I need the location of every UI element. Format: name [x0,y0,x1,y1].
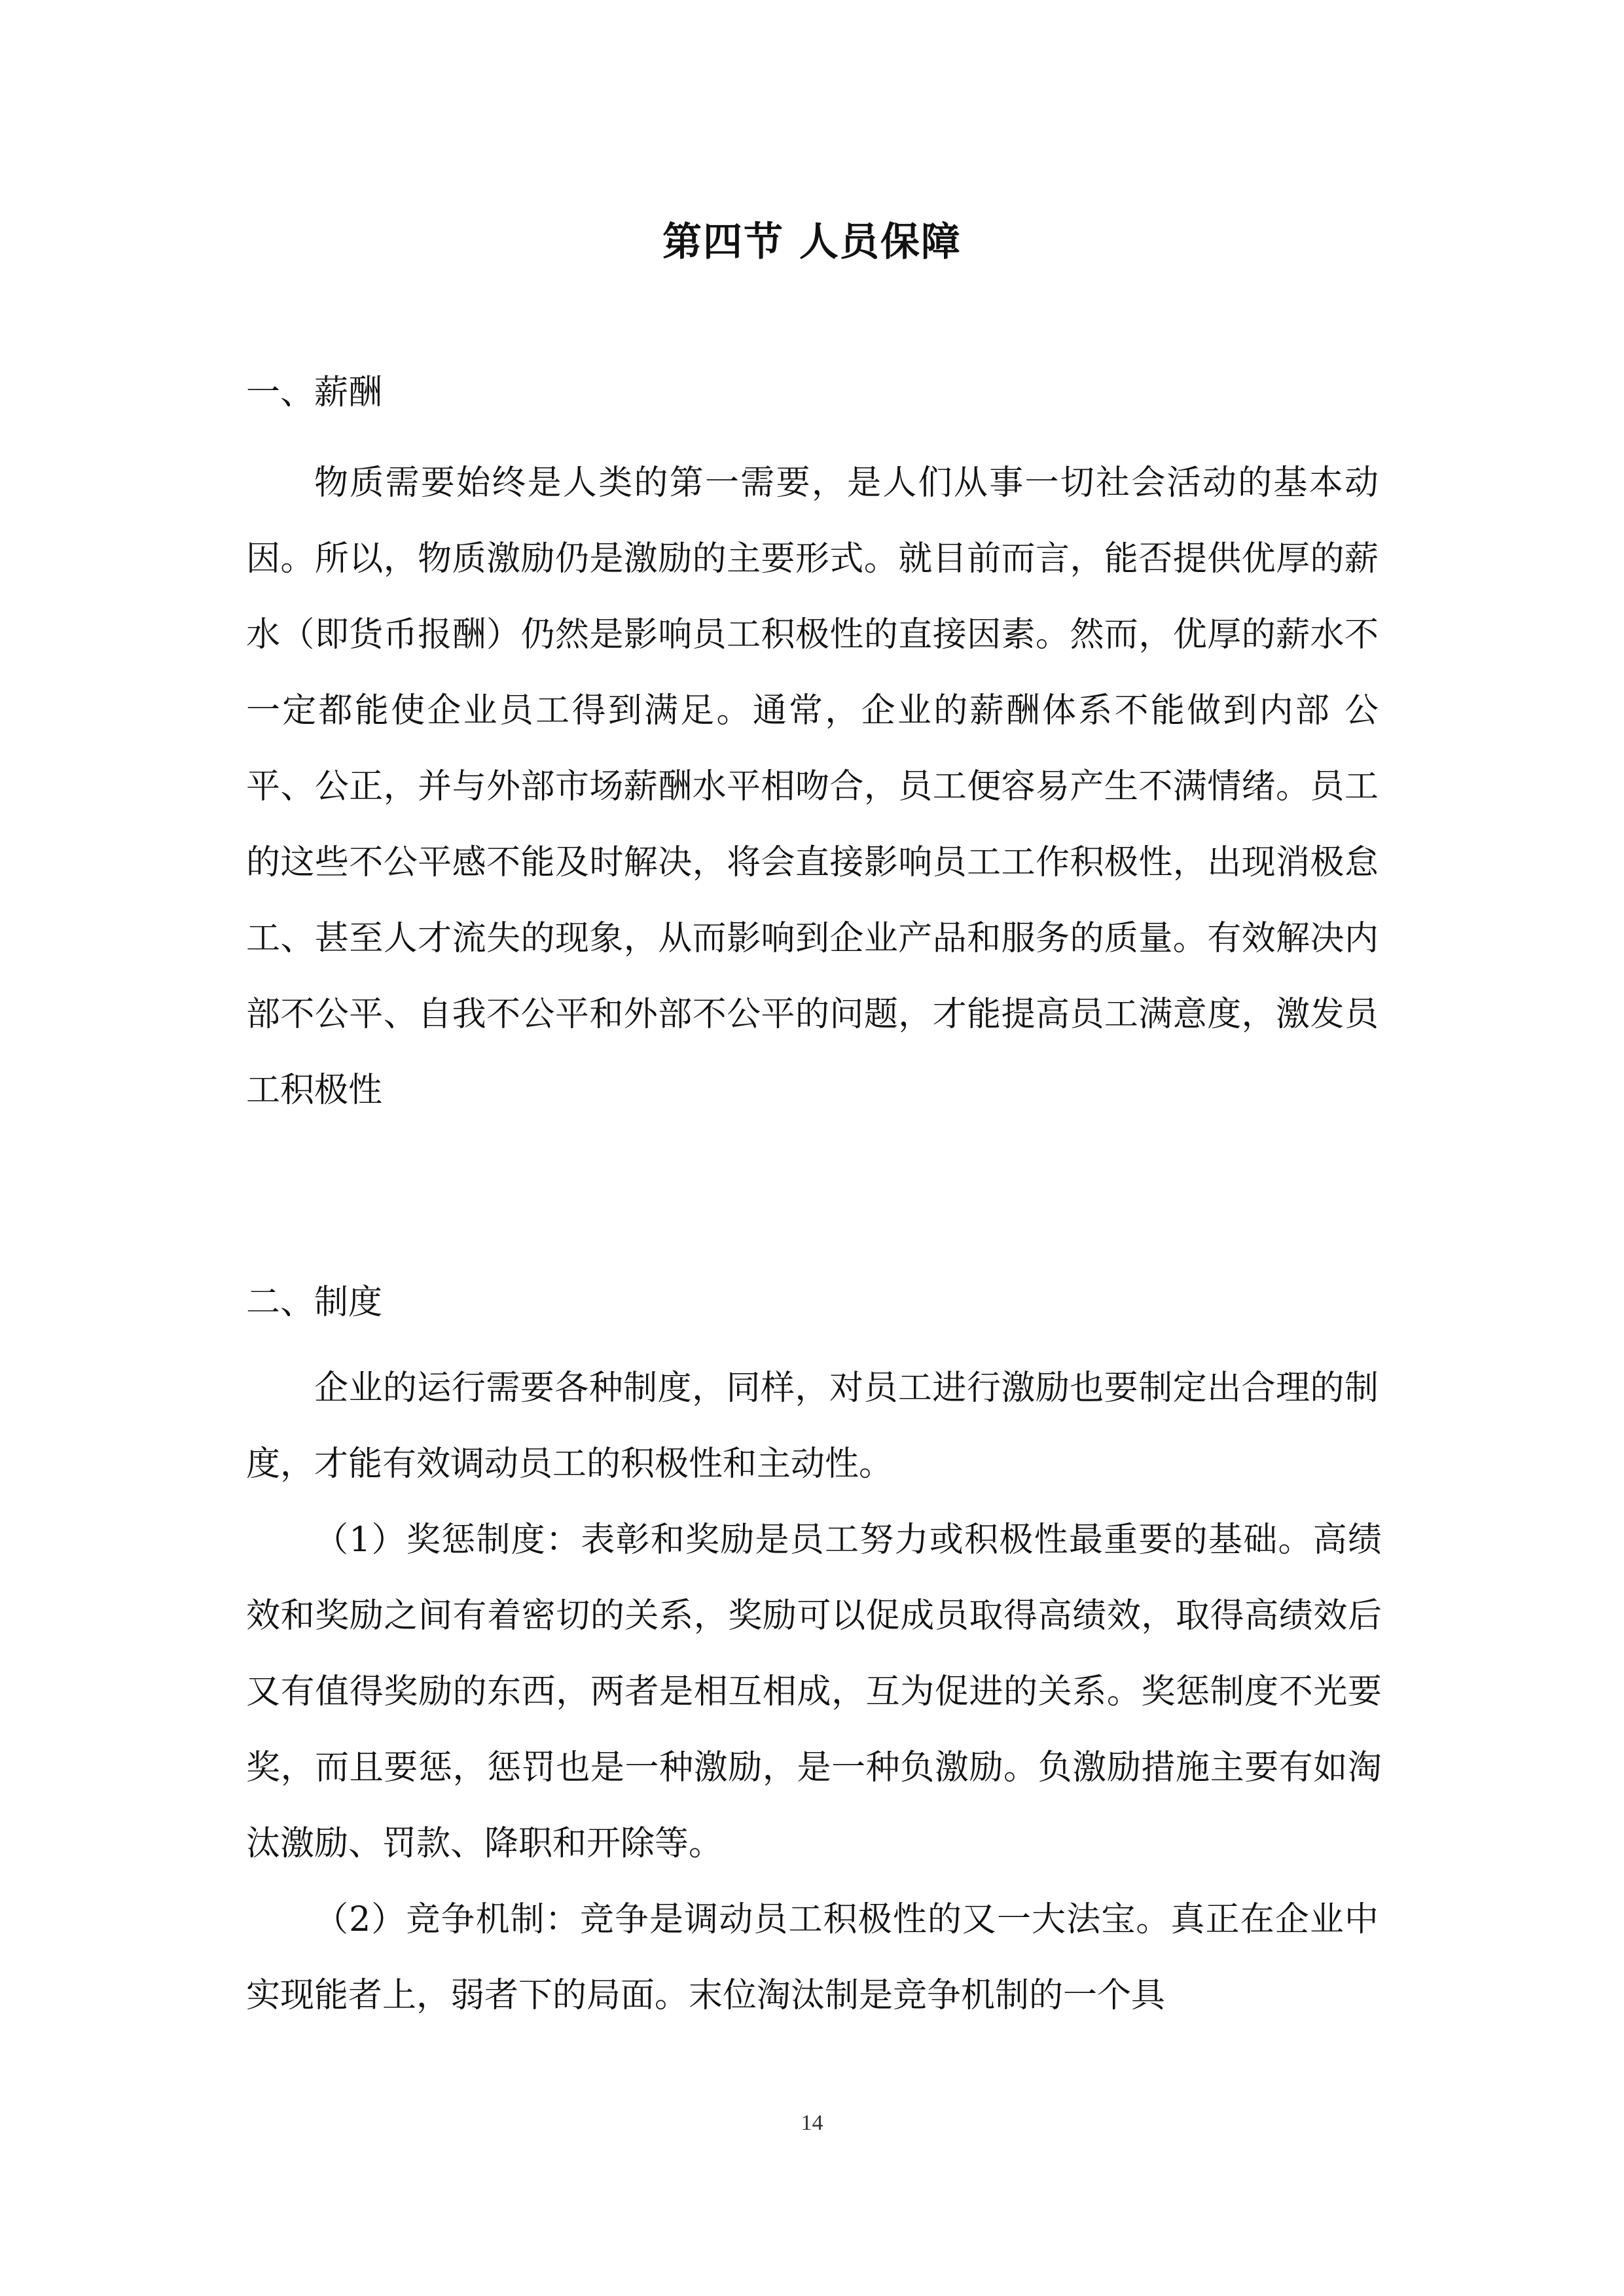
paragraph-system-intro: 企业的运行需要各种制度，同样，对员工进行激励也要制定出合理的制度，才能有效调动员工的积极性和主动性。 [246,1369,1379,1484]
paragraph-reward-punishment: （1）奖惩制度：表彰和奖励是员工努力或积极性最重要的基础。高绩效和奖励之间有着密切的关系，奖励可以促成员取得高绩效，取得高绩效后又有值得奖励的东西，两者是相互相成，互为促进的关系。奖惩制度不光要奖，而且要惩，惩罚也是一种激励，是一种负激励。负激励措施主要有如淘汰激励、罚款、降职和开除等。 [246,1520,1382,1863]
section-heading-system: 二、制度 [246,1283,383,1322]
paragraph-salary: 物质需要始终是人类的第一需要，是人们从事一切社会活动的基本动因。所以，物质激励仍是激励的主要形式。就目前而言，能否提供优厚的薪水（即货币报酬）仍然是影响员工积极性的直接因素。然而，优厚的薪水不一定都能使企业员工得到满足。通常，企业的薪酬体系不能做到内部 公平、公正，并与外部市场薪酬水平相吻合，员工便容易产生不满情绪。员工的这些不公平感不能及时解决，将会直接影响员工工作积极性，出现消极怠工、甚至人才流失的现象，从而影响到企业产品和服务的质量。有效解决内部不公平、自我不公平和外部不公平的问题，才能提高员工满意度，激发员工积极性 [246,463,1379,1110]
page-number: 14 [801,2111,823,2135]
paragraph-competition: （2）竞争机制：竞争是调动员工积极性的又一大法宝。真正在企业中实现能者上，弱者下的局面。末位淘汰制是竞争机制的一个具 [246,1900,1379,2015]
section-heading-salary: 一、薪酬 [246,373,383,412]
page-title: 第四节 人员保障 [662,219,962,265]
